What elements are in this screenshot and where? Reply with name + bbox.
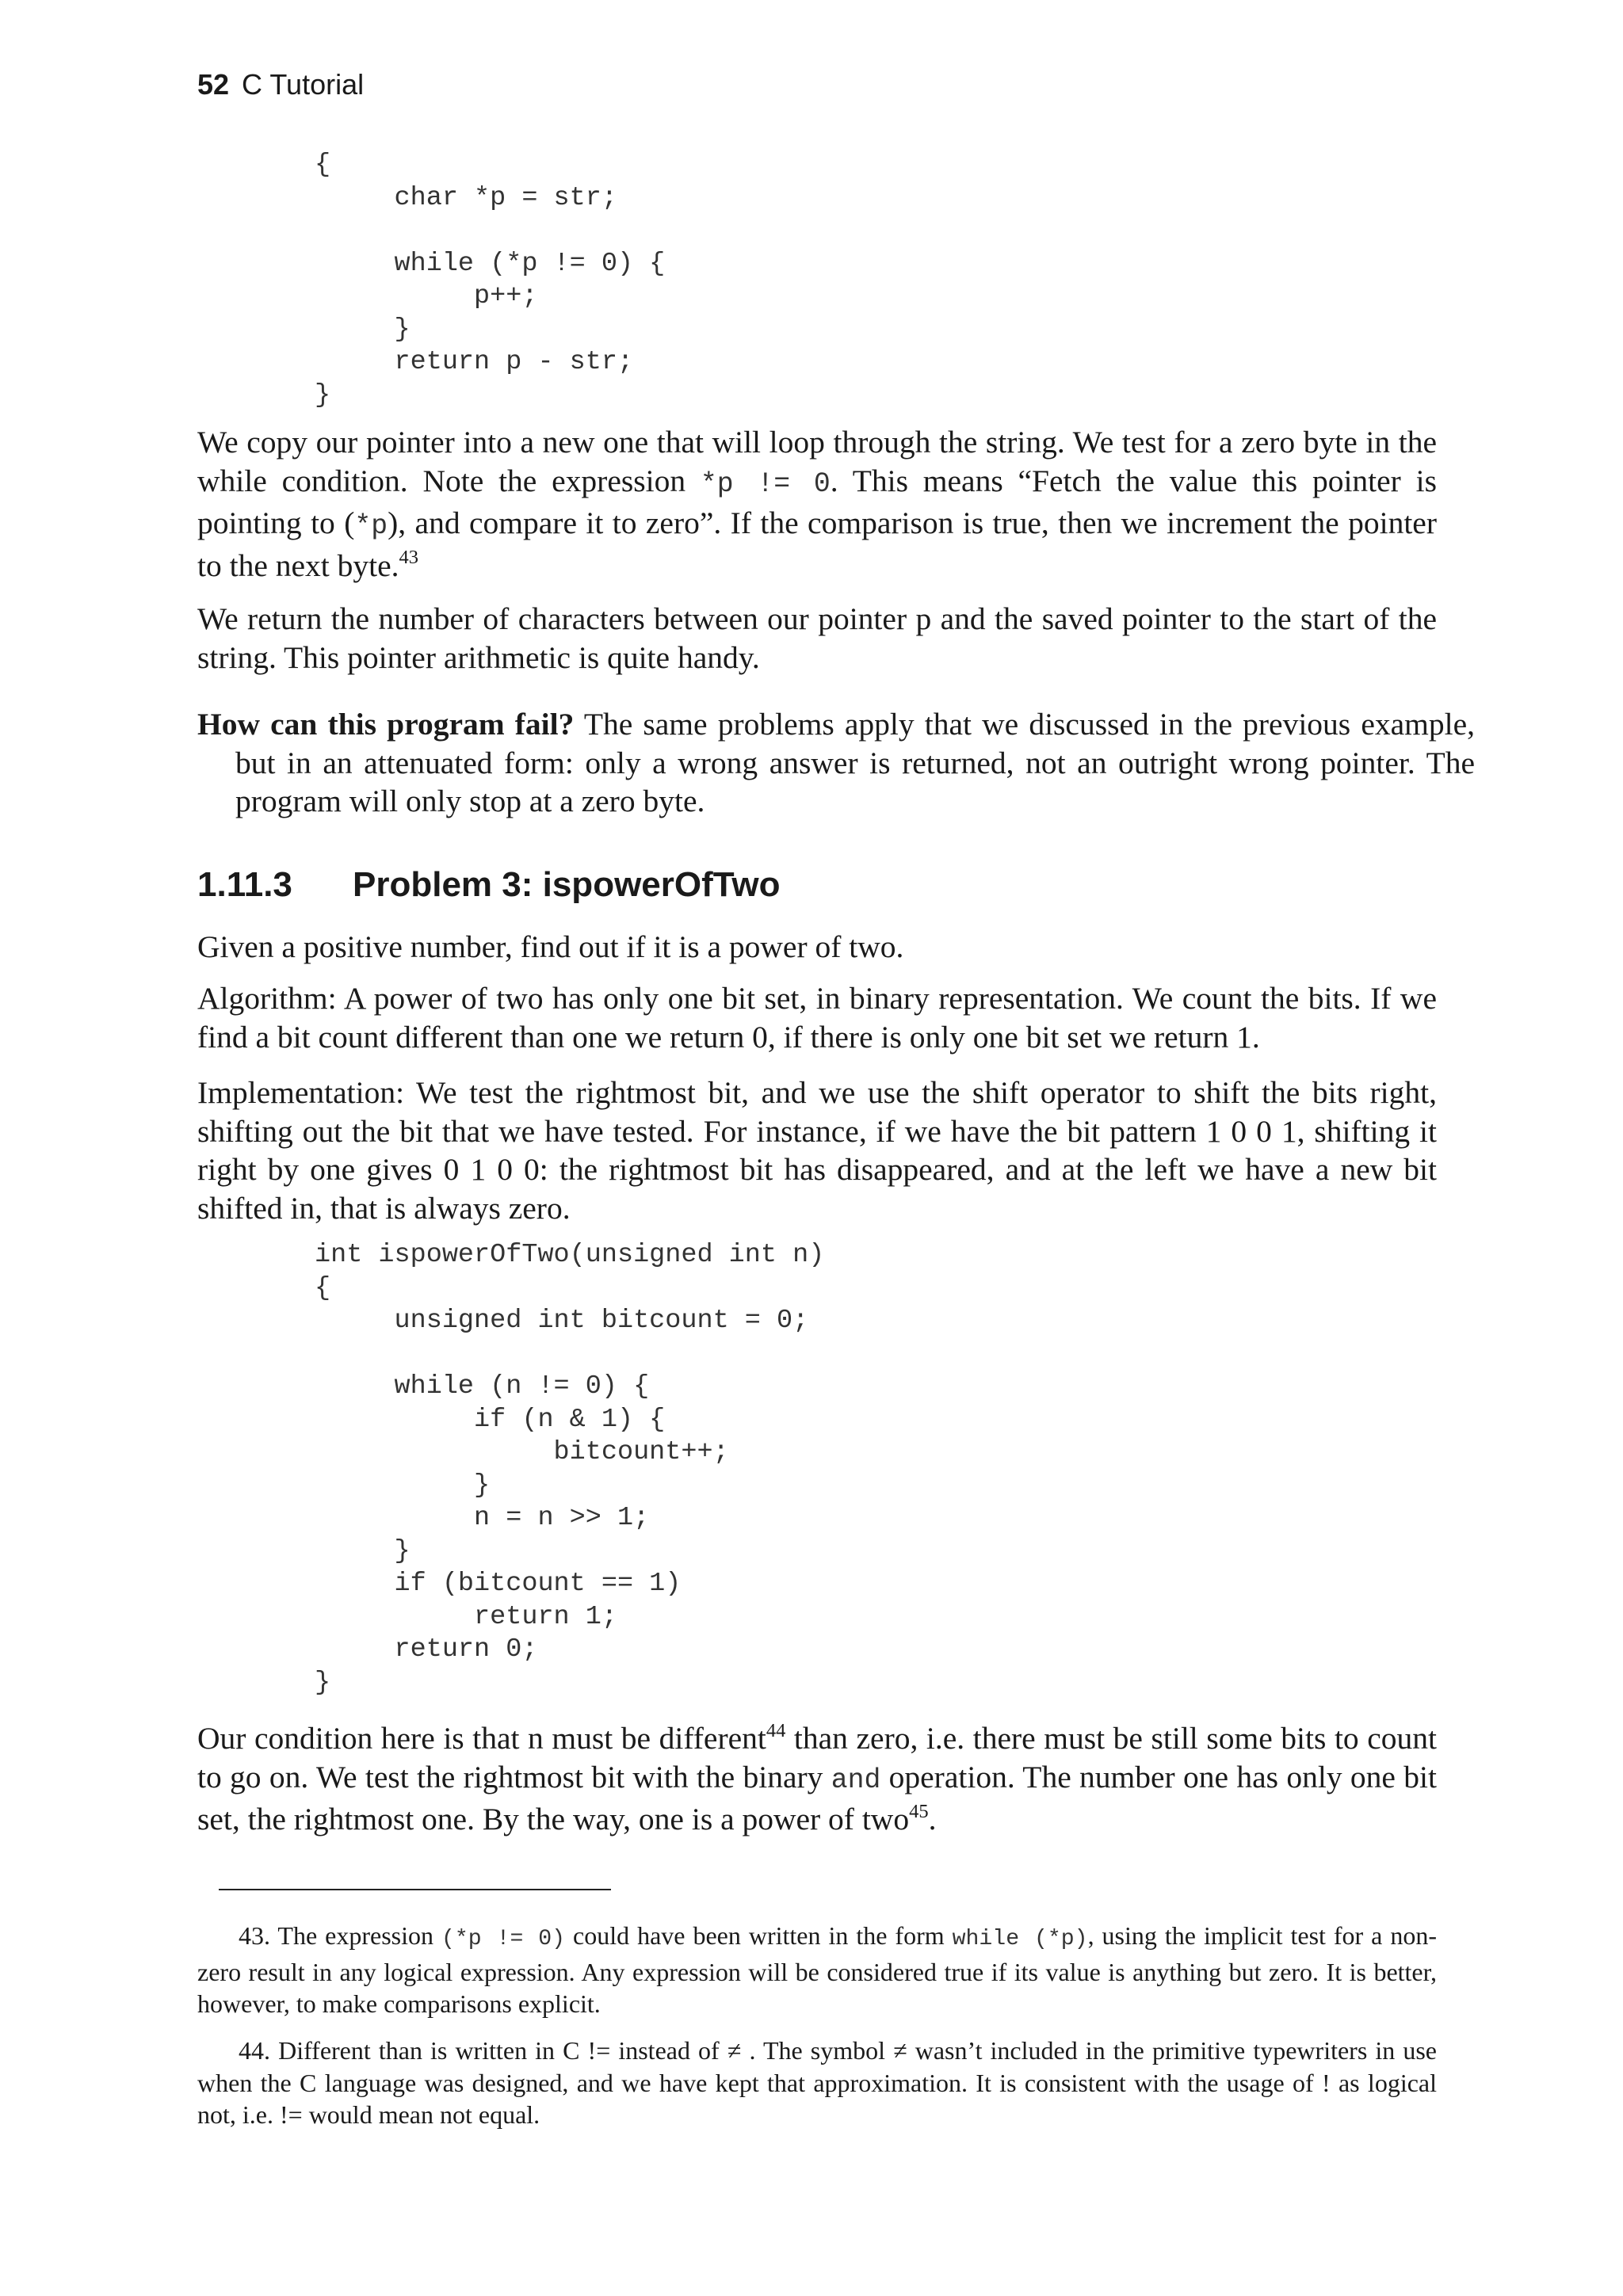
paragraph-problem-statement: Given a positive number, find out if it is a power of two. — [197, 929, 904, 964]
inline-code: and — [831, 1764, 881, 1796]
footnote-label: 44. — [239, 2036, 270, 2065]
inline-code: *p — [354, 511, 388, 542]
paragraph-pointer-copy — [197, 423, 1437, 585]
inline-code: (*p != 0) — [441, 1927, 566, 1951]
text-run: Our condition here is that n must be different — [197, 1721, 766, 1756]
footnote-ref-45[interactable]: 45 — [909, 1800, 929, 1822]
text-run: . — [928, 1802, 937, 1836]
footnote-ref-44[interactable]: 44 — [766, 1719, 786, 1741]
section-title: Problem 3: ispowerOfTwo — [353, 865, 781, 904]
section-heading — [197, 865, 780, 905]
text-run: , using the implicit test for a non-zero result in any logical expression. Any expression will be considered true if its value is anything but zero. It is better, however, to make comparisons explicit. — [197, 1921, 1438, 2018]
text-run: could have been written in the form — [565, 1921, 953, 1950]
footnote-divider — [219, 1889, 611, 1890]
paragraph-algorithm: Algorithm: A power of two has only one bit set, in binary representation. We count the bits. If we find a bit count different than one we return 0, if there is only one bit set we return 1. — [197, 981, 1437, 1055]
code-block-ispoweroftwo: int ispowerOfTwo(unsigned int n) { unsigned int bitcount = 0; while (n != 0) { if (n & 1) { bitcount++; } n = n >> 1; } if (bitcount == 1) return 1; return 0; } — [315, 1240, 825, 1698]
text-run: . This means “Fetch the value this pointer is pointing to ( — [197, 463, 1437, 540]
bold-lead: How can this program fail? — [197, 707, 575, 742]
paragraph-condition — [197, 1719, 1437, 1839]
text-run: The same problems apply that we discussed in the previous example, but in an attenuated form: only a wrong answer is returned, not an outright wrong pointer. The program will only stop at a zero byte. — [235, 707, 1476, 818]
code-block-strlen-body: { char *p = str; while (*p != 0) { p++; } return p - str; } — [315, 150, 666, 410]
text-run: operation. The number one has only one bit set, the rightmost one. By the way, one is a power of two — [197, 1759, 1437, 1836]
running-header — [197, 68, 364, 101]
text-run: The expression — [270, 1921, 441, 1950]
paragraph-implementation: Implementation: We test the rightmost bit, and we use the shift operator to shift the bits right, shifting out the bit that we have tested. For instance, if we have the bit pattern 1 0 0 1, shifting it right by one gives 0 1 0 0: the rightmost bit has disappeared, and at the left we have a new bit shifted in, that is always zero. — [197, 1075, 1437, 1226]
section-number: 1.11.3 — [197, 865, 292, 904]
text-run: ), and compare it to zero”. If the comparison is true, then we increment the pointer to the next byte. — [197, 505, 1437, 583]
inline-code: while (*p) — [952, 1927, 1088, 1951]
running-title: C Tutorial — [242, 68, 365, 101]
footnote-label: 43. — [239, 1921, 270, 1950]
page-number: 52 — [197, 68, 230, 101]
text-run: Different than is written in C != instead of ≠ . The symbol ≠ wasn’t included in the primitive typewriters in use when the C language was designed, and we have kept that approximation. It is consistent with the usage of ! as logical not, i.e. != would mean not equal. — [197, 2036, 1437, 2129]
inline-code: *p != 0 — [700, 468, 831, 500]
footnote-43 — [197, 1920, 1437, 2020]
footnote-ref-43[interactable]: 43 — [399, 547, 418, 569]
paragraph-pointer-arithmetic: We return the number of characters between our pointer p and the saved pointer to the start of the string. This pointer arithmetic is quite handy. — [197, 601, 1437, 675]
paragraph-how-can-fail — [197, 705, 1475, 821]
text-run: We copy our pointer into a new one that will loop through the string. We test for a zero byte in the while condition. Note the expression — [197, 425, 1437, 498]
text-run: than zero, i.e. there must be still some bits to count to go on. We test the rightmost bit with the binary — [197, 1721, 1437, 1794]
footnote-44 — [197, 2035, 1437, 2131]
